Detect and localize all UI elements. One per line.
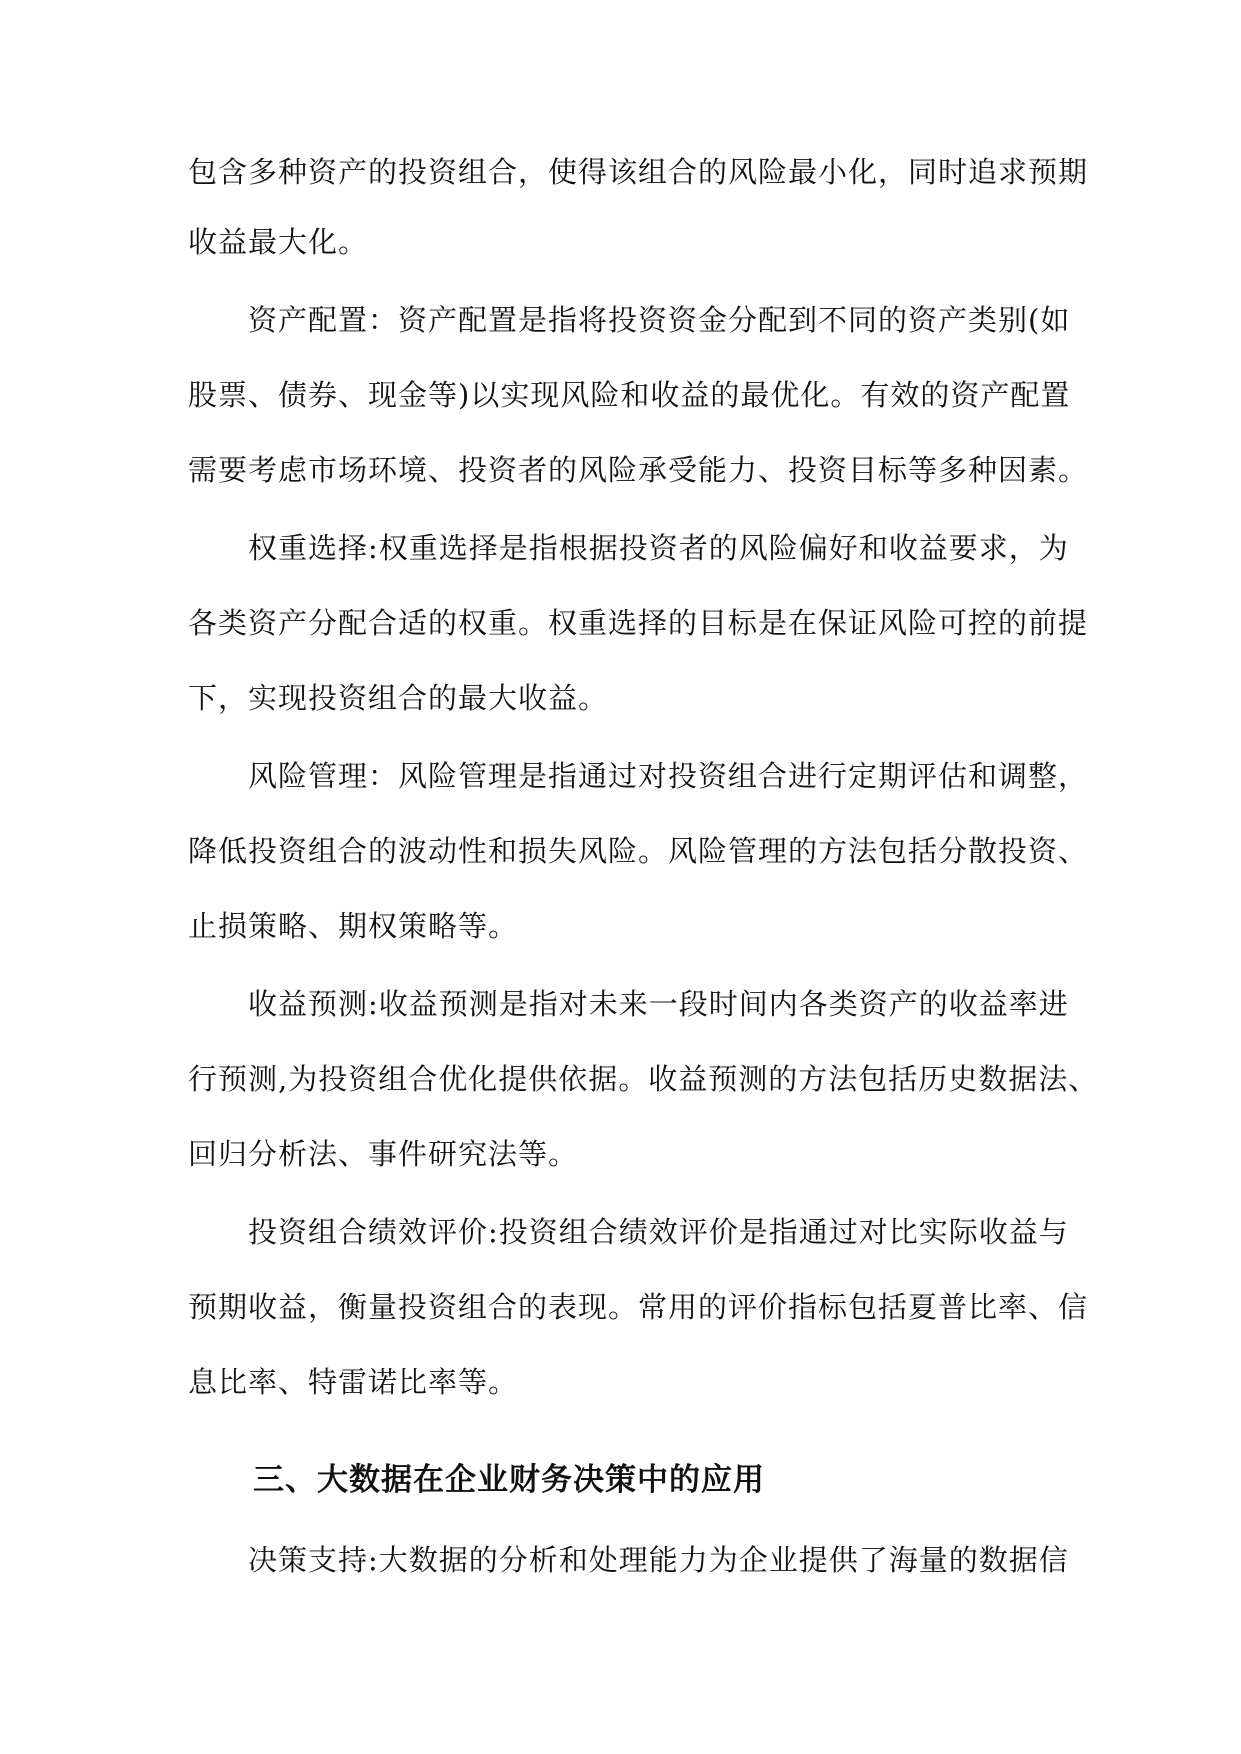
text-line: 预期收益，衡量投资组合的表现。常用的评价指标包括夏普比率、信 <box>188 1290 1089 1324</box>
paragraph-performance-evaluation-line: 投资组合绩效评价:投资组合绩效评价是指通过对比实际收益与 <box>248 1215 1069 1249</box>
text-line: 下，实现投资组合的最大收益。 <box>188 681 609 715</box>
paragraph-return-forecast-line: 收益预测:收益预测是指对未来一段时间内各类资产的收益率进 <box>248 987 1069 1021</box>
text-line: 降低投资组合的波动性和损失风险。风险管理的方法包括分散投资、 <box>188 834 1089 868</box>
text-line: 股票、债券、现金等)以实现风险和收益的最优化。有效的资产配置 <box>188 378 1071 412</box>
text-line: 各类资产分配合适的权重。权重选择的目标是在保证风险可控的前提 <box>188 606 1089 640</box>
text-line: 止损策略、期权策略等。 <box>188 909 519 943</box>
text-line: 息比率、特雷诺比率等。 <box>188 1365 519 1399</box>
text-line: 需要考虑市场环境、投资者的风险承受能力、投资目标等多种因素。 <box>188 453 1089 487</box>
section-heading: 三、大数据在企业财务决策中的应用 <box>253 1462 765 1498</box>
text-line: 包含多种资产的投资组合，使得该组合的风险最小化，同时追求预期 <box>188 155 1089 189</box>
text-line: 回归分析法、事件研究法等。 <box>188 1137 579 1171</box>
text-line: 行预测,为投资组合优化提供依据。收益预测的方法包括历史数据法、 <box>188 1062 1099 1096</box>
paragraph-decision-support-line: 决策支持:大数据的分析和处理能力为企业提供了海量的数据信 <box>248 1543 1069 1577</box>
paragraph-risk-management-line: 风险管理：风险管理是指通过对投资组合进行定期评估和调整， <box>248 759 1089 793</box>
paragraph-asset-allocation-line: 资产配置：资产配置是指将投资资金分配到不同的资产类别(如 <box>248 303 1071 337</box>
text-line: 收益最大化。 <box>188 225 369 259</box>
paragraph-weight-selection-line: 权重选择:权重选择是指根据投资者的风险偏好和收益要求，为 <box>248 531 1069 565</box>
